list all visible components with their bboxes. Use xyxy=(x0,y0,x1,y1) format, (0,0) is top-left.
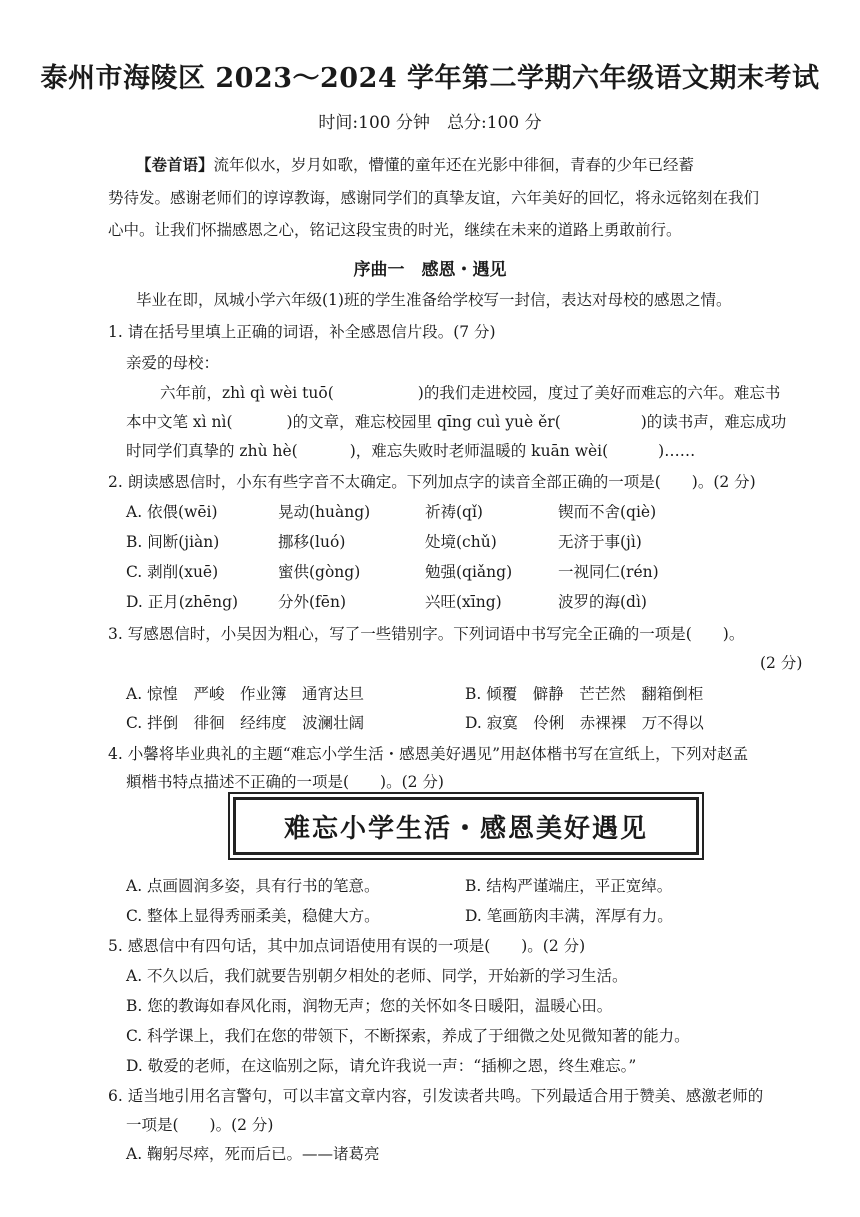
q5-option-b: B. 您的教诲如春风化雨，润物无声；您的关怀如冬日暖阳，温暖心田。 xyxy=(126,997,613,1015)
calligraphy-sample: 难忘小学生活・感恩美好遇见 xyxy=(233,797,699,855)
q2-option-c-1: C. 剥削(xuē) xyxy=(126,563,219,581)
q2-option-d-4: 波罗的海(dì) xyxy=(558,593,647,611)
intro-label: 【卷首语】 xyxy=(136,155,214,174)
q2-option-b-2: 挪移(luó) xyxy=(278,533,346,551)
q2-option-a-2: 晃动(huàng) xyxy=(278,503,371,521)
section-preface: 毕业在即，凤城小学六年级(1)班的学生准备给学校写一封信，表达对母校的感恩之情。 xyxy=(136,291,732,309)
q4-stem-line-1: 4. 小馨将毕业典礼的主题“难忘小学生活・感恩美好遇见”用赵体楷书写在宣纸上，下列对赵孟 xyxy=(108,745,749,763)
q1-greeting: 亲爱的母校： xyxy=(126,354,220,372)
q3-option-a: A. 惊惶 严峻 作业簿 通宵达旦 xyxy=(126,685,365,703)
q2-stem: 2. 朗读感恩信时，小东有些字音不太确定。下列加点字的读音全部正确的一项是( )。(2 分) xyxy=(108,473,756,491)
q4-option-d: D. 笔画筋肉丰满，浑厚有力。 xyxy=(465,907,673,925)
intro-line-3: 心中。让我们怀揣感恩之心，铭记这段宝贵的时光，继续在未来的道路上勇敢前行。 xyxy=(108,221,682,239)
intro-line-2: 势待发。感谢老师们的谆谆教诲，感谢同学们的真挚友谊，六年美好的回忆，将永远铭刻在我们 xyxy=(108,189,760,207)
intro-line-1: 【卷首语】流年似水，岁月如歌，懵懂的童年还在光影中徘徊，青春的少年已经蓄 xyxy=(136,155,695,174)
q2-option-a-1: A. 依偎(wēi) xyxy=(126,503,218,521)
q2-option-c-2: 蜜供(gòng) xyxy=(278,563,361,581)
q1-line-3: 时同学们真挚的 zhù hè( )，难忘失败时老师温暖的 kuān wèi( )…… xyxy=(126,442,696,460)
q5-option-c: C. 科学课上，我们在您的带领下，不断探索，养成了于细微之处见微知著的能力。 xyxy=(126,1027,690,1045)
q4-stem-line-2: 頫楷书特点描述不正确的一项是( )。(2 分) xyxy=(126,773,444,791)
q6-stem-line-1: 6. 适当地引用名言警句，可以丰富文章内容，引发读者共鸣。下列最适合用于赞美、感激老师的 xyxy=(108,1087,764,1105)
q5-option-a: A. 不久以后，我们就要告别朝夕相处的老师、同学，开始新的学习生活。 xyxy=(126,967,628,985)
q2-option-d-2: 分外(fēn) xyxy=(278,593,346,611)
q2-option-b-1: B. 间断(jiàn) xyxy=(126,533,220,551)
q2-option-a-3: 祈祷(qǐ) xyxy=(425,503,483,521)
q3-stem: 3. 写感恩信时，小吴因为粗心，写了一些错别字。下列词语中书写完全正确的一项是( )。 xyxy=(108,625,745,643)
q6-option-a: A. 鞠躬尽瘁，死而后已。——诸葛亮 xyxy=(126,1145,380,1163)
q1-line-2: 本中文笔 xì nì( )的文章，难忘校园里 qīng cuì yuè ěr( )的读书声，难忘成功 xyxy=(126,413,787,431)
q6-stem-line-2: 一项是( )。(2 分) xyxy=(126,1116,274,1134)
q3-score: (2 分) xyxy=(760,654,803,672)
exam-subtitle: 时间:100 分钟 总分:100 分 xyxy=(318,113,542,133)
q3-option-b: B. 倾覆 僻静 芒芒然 翻箱倒柜 xyxy=(465,685,704,703)
q2-option-b-3: 处境(chǔ) xyxy=(425,533,497,551)
q5-option-d: D. 敬爱的老师，在这临别之际，请允许我说一声：“插柳之恩，终生难忘。” xyxy=(126,1057,637,1075)
q1-stem: 1. 请在括号里填上正确的词语，补全感恩信片段。(7 分) xyxy=(108,323,496,341)
section-title: 序曲一 感恩・遇见 xyxy=(353,260,507,280)
q2-option-a-4: 锲而不舍(qiè) xyxy=(558,503,657,521)
q2-option-c-3: 勉强(qiǎng) xyxy=(425,563,513,581)
q4-option-a: A. 点画圆润多姿，具有行书的笔意。 xyxy=(126,877,380,895)
exam-title: 泰州市海陵区 2023～2024 学年第二学期六年级语文期末考试 xyxy=(40,63,820,94)
q2-option-b-4: 无济于事(jì) xyxy=(558,533,642,551)
q5-stem: 5. 感恩信中有四句话，其中加点词语使用有误的一项是( )。(2 分) xyxy=(108,937,586,955)
q2-option-c-4: 一视同仁(rén) xyxy=(558,563,659,581)
q4-option-c: C. 整体上显得秀丽柔美，稳健大方。 xyxy=(126,907,380,925)
q3-option-d: D. 寂寞 伶俐 赤裸裸 万不得以 xyxy=(465,714,704,732)
q4-option-b: B. 结构严谨端庄，平正宽绰。 xyxy=(465,877,673,895)
q1-line-1: 六年前，zhì qì wèi tuō( )的我们走进校园，度过了美好而难忘的六年。难忘书 xyxy=(160,384,781,402)
q2-option-d-1: D. 正月(zhēng) xyxy=(126,593,239,611)
q2-option-d-3: 兴旺(xīng) xyxy=(425,593,502,611)
q3-option-c: C. 拌倒 徘徊 经纬度 波澜壮阔 xyxy=(126,714,365,732)
